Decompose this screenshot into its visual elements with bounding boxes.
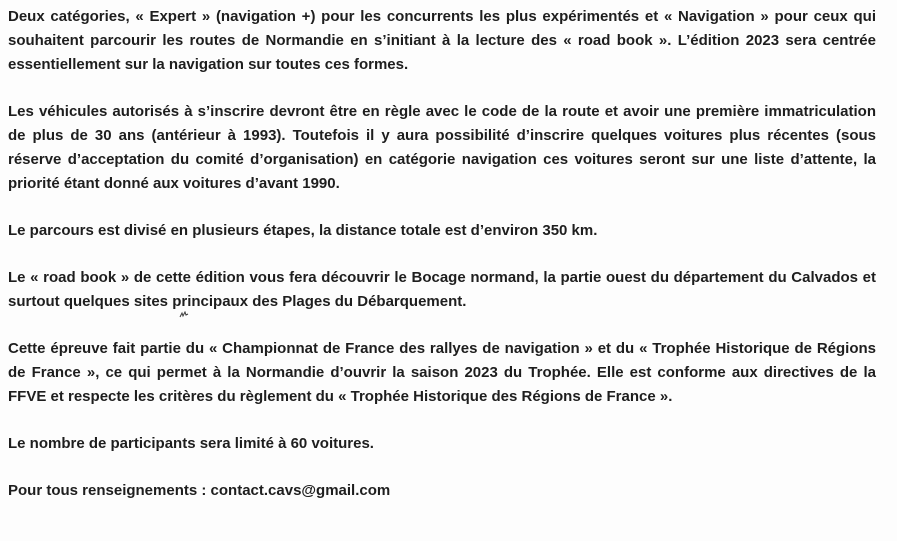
paragraph-participants: Le nombre de participants sera limité à 60 voitures.: [8, 435, 374, 452]
paragraph-championship: Cette épreuve fait partie du « Championnat de France des rallyes de navigation » et du « Trophée Historique de Régions de France », ce qui permet à la Normandie d’ouvrir la saison 2023 du Trophée. Elle est conforme aux directives de la FFVE et respecte les critères du règlement du « Trophée Historique des Régions de France ».: [8, 340, 876, 405]
paragraph-categories: Deux catégories, « Expert » (navigation +) pour les concurrents les plus expérimentés et « Navigation » pour ceux qui souhaitent parcourir les routes de Normandie en s’initiant à la lecture des « road book ». L’édition 2023 sera centrée essentiellement sur la navigation sur toutes ces formes.: [8, 8, 876, 73]
contact-email-link[interactable]: contact.cavs@gmail.com: [210, 482, 391, 499]
contact-label: Pour tous renseignements :: [8, 482, 211, 499]
paragraph-vehicles: Les véhicules autorisés à s’inscrire devront être en règle avec le code de la route et avoir une première immatriculation de plus de 30 ans (antérieur à 1993). Toutefois il y aura possibilité d’inscrire quelques voitures plus récentes (sous réserve d’acceptation du comité d’organisation) en catégorie navigation ces voitures seront sur une liste d’attente, la priorité étant donné aux voitures d’avant 1990.: [8, 103, 876, 192]
paragraph-route: Le parcours est divisé en plusieurs étapes, la distance totale est d’environ 350 km.: [8, 222, 598, 239]
paragraph-road-book: Le « road book » de cette édition vous fera découvrir le Bocage normand, la partie ouest du département du Calvados et surtout quelques sites principaux des Plages du Débarquement.: [8, 269, 876, 310]
scan-speck-mark: [179, 311, 189, 319]
document-body: [8, 5, 876, 503]
paragraph-contact: [8, 479, 876, 503]
